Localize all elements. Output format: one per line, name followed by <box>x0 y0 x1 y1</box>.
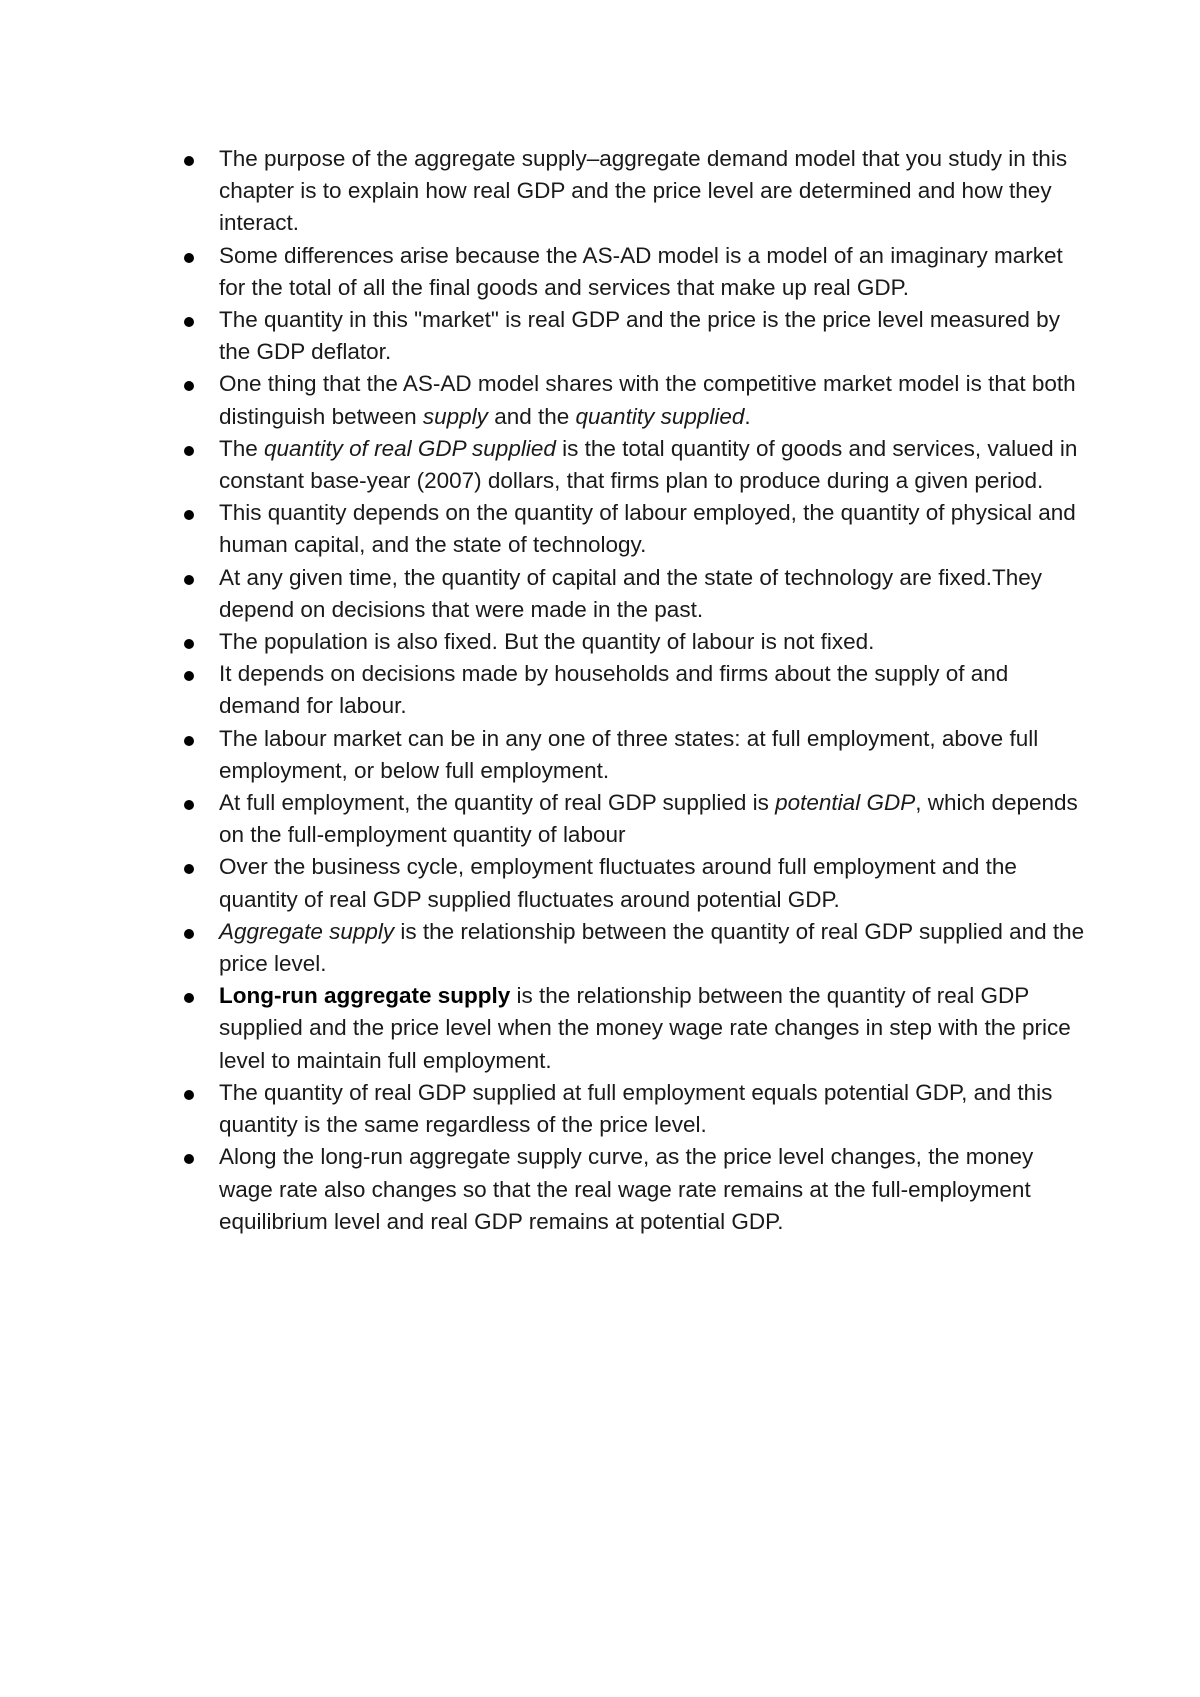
list-item-text: The population is also fixed. But the quantity of labour is not fixed. <box>219 629 875 655</box>
bullet-icon <box>184 510 194 520</box>
bullet-icon <box>184 929 194 939</box>
italic-term: Aggregate supply <box>219 918 395 944</box>
bullet-icon <box>184 156 194 166</box>
list-item-text: The labour market can be in any one of three states: at full employment, above full employment, or below full employment. <box>219 725 1039 783</box>
list-item-text: and the <box>487 403 576 429</box>
list-item-text: Along the long-run aggregate supply curve, as the price level changes, the money wage rate also changes so that the real wage rate remains at the full-employment equilibrium level and real GDP remains at potential GDP. <box>219 1144 1034 1234</box>
bullet-icon <box>184 736 194 746</box>
list-item-text: Over the business cycle, employment fluctuates around full employment and the quantity of real GDP supplied fluctuates around potential GDP. <box>219 854 1017 912</box>
list-item <box>0 562 1089 626</box>
list-item-text: The purpose of the aggregate supply–aggregate demand model that you study in this chapter is to explain how real GDP and the price level are determined and how they interact. <box>219 146 1068 236</box>
bullet-icon <box>184 317 194 327</box>
bold-term: Long-run aggregate supply <box>219 983 511 1009</box>
list-item-text: The quantity of real GDP supplied at full employment equals potential GDP, and this quantity is the same regardless of the price level. <box>219 1079 1053 1138</box>
list-item-text: This quantity depends on the quantity of labour employed, the quantity of physical and human capital, and the state of technology. <box>219 500 1076 558</box>
italic-term: quantity supplied <box>575 403 745 429</box>
list-item-text: One thing that the AS-AD model shares with the competitive market model is that both distinguish between <box>219 371 1076 429</box>
list-item <box>0 304 1089 368</box>
list-item-text: is the relationship between the quantity of real GDP supplied and the price level. <box>219 918 1085 977</box>
list-item-text: is the relationship between the quantity of real GDP supplied and the price level when the money wage rate changes in step with the price level to maintain full employment. <box>219 983 1071 1073</box>
list-item-text: , which depends on the full-employment quantity of labour <box>219 790 1078 848</box>
bullet-icon <box>184 864 194 874</box>
bullet-icon <box>184 575 194 585</box>
bullet-icon <box>184 671 194 681</box>
list-item-text: It depends on decisions made by households and firms about the supply of and demand for labour. <box>219 661 1009 719</box>
list-item <box>0 1077 1089 1141</box>
list-item <box>0 240 1089 304</box>
list-item <box>0 980 1089 1077</box>
list-item-text: At any given time, the quantity of capital and the state of technology are fixed.They depend on decisions that were made in the past. <box>219 564 1042 622</box>
list-item <box>0 787 1089 851</box>
list-item-text: The <box>219 435 265 461</box>
bullet-list <box>0 143 1200 1238</box>
list-item-text: The quantity in this "market" is real GDP and the price is the price level measured by the GDP deflator. <box>219 307 1060 365</box>
list-item <box>0 1141 1089 1238</box>
list-item-text: Some differences arise because the AS-AD model is a model of an imaginary market for the total of all the final goods and services that make up real GDP. <box>219 242 1063 300</box>
list-item <box>0 433 1089 497</box>
list-item <box>0 626 1089 658</box>
list-item <box>0 497 1089 561</box>
italic-term: supply <box>422 403 488 429</box>
bullet-icon <box>184 1154 194 1164</box>
list-item <box>0 723 1089 787</box>
bullet-icon <box>184 1090 194 1100</box>
list-item <box>0 916 1089 980</box>
list-item <box>0 143 1089 240</box>
italic-term: quantity of real GDP supplied <box>264 435 556 461</box>
bullet-icon <box>184 381 194 391</box>
list-item-text: . <box>744 403 751 429</box>
bullet-icon <box>184 253 194 263</box>
list-item <box>0 851 1089 915</box>
bullet-icon <box>184 639 194 649</box>
italic-term: potential GDP <box>775 790 916 816</box>
bullet-icon <box>184 446 194 456</box>
bullet-icon <box>184 993 194 1003</box>
list-item <box>0 368 1089 432</box>
list-item <box>0 658 1089 722</box>
list-item-text: is the total quantity of goods and services, valued in constant base-year (2007) dollars, that firms plan to produce during a given period. <box>219 435 1078 494</box>
bullet-icon <box>184 800 194 810</box>
list-item-text: At full employment, the quantity of real GDP supplied is <box>219 790 776 816</box>
